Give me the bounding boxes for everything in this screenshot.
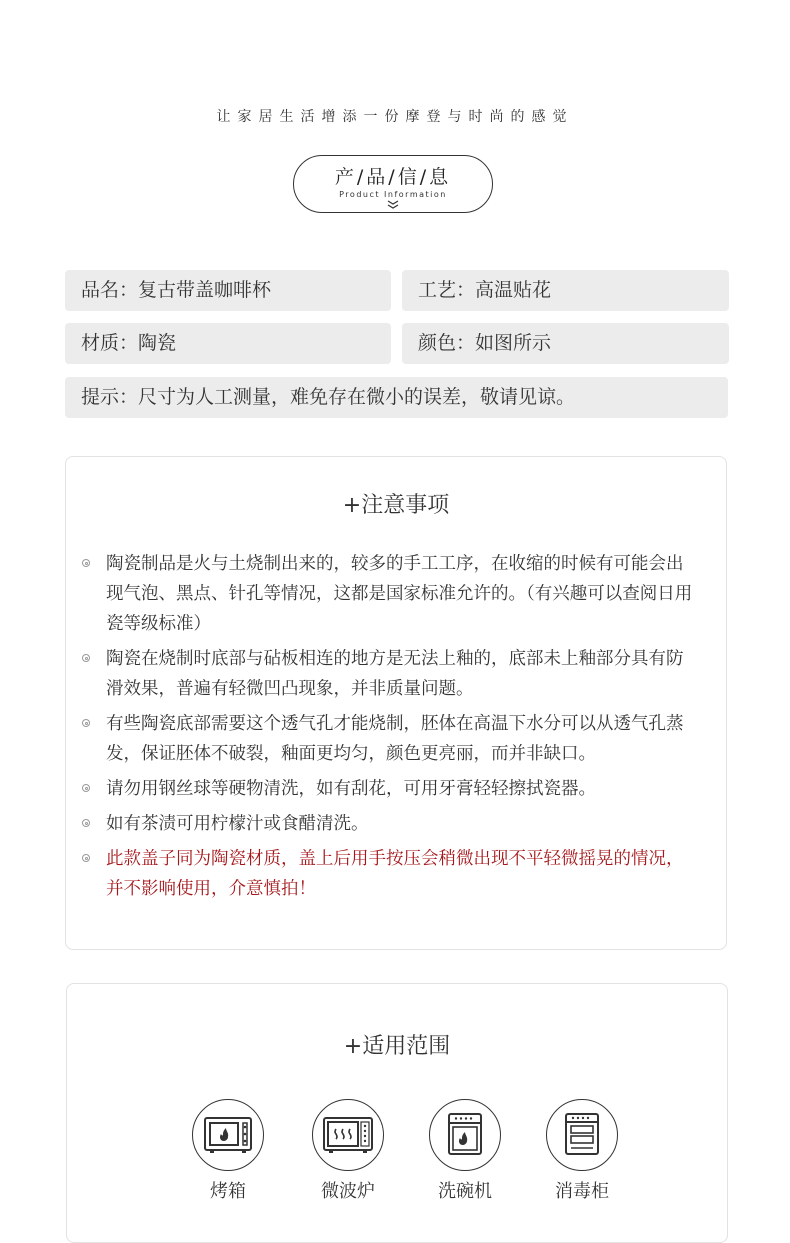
double-circle-bullet-icon — [82, 654, 90, 662]
dishwasher-icon — [448, 1113, 482, 1157]
note-text: 此款盖子同为陶瓷材质，盖上后用手按压会稍微出现不平轻微摇晃的情况，并不影响使用，介意慎拍！ — [106, 849, 684, 899]
section-badge — [293, 155, 493, 213]
notes-card — [65, 456, 727, 950]
appliance-icon-circle — [429, 1099, 501, 1171]
appliance-oven — [190, 1099, 266, 1203]
note-item-warning — [80, 844, 700, 904]
double-circle-bullet-icon — [82, 559, 90, 567]
double-circle-bullet-icon — [82, 719, 90, 727]
info-product-name: 品名：复古带盖咖啡杯 — [65, 270, 391, 311]
note-item — [80, 774, 700, 804]
tagline: 让家居生活增添一份摩登与时尚的感觉 — [216, 109, 574, 125]
note-item — [80, 644, 700, 704]
appliance-label: 微波炉 — [321, 1181, 375, 1202]
double-circle-bullet-icon — [82, 854, 90, 862]
usage-title: +适用范围 — [343, 1034, 451, 1059]
notes-list — [80, 549, 700, 909]
info-material: 材质：陶瓷 — [65, 323, 391, 364]
note-item — [80, 709, 700, 769]
double-chevron-down-icon — [387, 200, 399, 209]
oven-icon — [204, 1117, 252, 1153]
appliance-sterilizer — [544, 1099, 620, 1203]
section-badge-subtitle: Product Information — [339, 190, 447, 199]
appliance-label: 烤箱 — [210, 1181, 246, 1202]
appliance-icon-circle — [312, 1099, 384, 1171]
note-item — [80, 809, 700, 839]
appliance-dishwasher — [427, 1099, 503, 1203]
info-craft: 工艺：高温贴花 — [402, 270, 729, 311]
usage-card — [66, 983, 728, 1243]
microwave-icon — [323, 1117, 373, 1153]
note-text: 陶瓷制品是火与土烧制出来的，较多的手工工序，在收缩的时候有可能会出现气泡、黑点、针孔等情况，这都是国家标准允许的。（有兴趣可以查阅日用瓷等级标准） — [106, 554, 693, 634]
appliance-icon-circle — [192, 1099, 264, 1171]
double-circle-bullet-icon — [82, 819, 90, 827]
appliance-microwave — [310, 1099, 386, 1203]
notes-title: +注意事项 — [342, 493, 450, 518]
appliance-icon-circle — [546, 1099, 618, 1171]
note-text: 有些陶瓷底部需要这个透气孔才能烧制，胚体在高温下水分可以从透气孔蒸发，保证胚体不破裂，釉面更均匀，颜色更亮丽，而并非缺口。 — [106, 714, 684, 764]
note-text: 如有茶渍可用柠檬汁或食醋清洗。 — [106, 814, 369, 834]
section-badge-title: 产/品/信/息 — [334, 166, 452, 188]
appliance-label: 消毒柜 — [555, 1181, 609, 1202]
sterilizer-cabinet-icon — [565, 1113, 599, 1157]
info-color: 颜色：如图所示 — [402, 323, 729, 364]
info-tip: 提示：尺寸为人工测量，难免存在微小的误差，敬请见谅。 — [65, 377, 728, 418]
note-text: 陶瓷在烧制时底部与砧板相连的地方是无法上釉的，底部未上釉部分具有防滑效果，普遍有轻微凹凸现象，并非质量问题。 — [106, 649, 684, 699]
double-circle-bullet-icon — [82, 784, 90, 792]
note-item — [80, 549, 700, 639]
appliance-label: 洗碗机 — [438, 1181, 492, 1202]
note-text: 请勿用钢丝球等硬物清洗，如有刮花，可用牙膏轻轻擦拭瓷器。 — [106, 779, 596, 799]
